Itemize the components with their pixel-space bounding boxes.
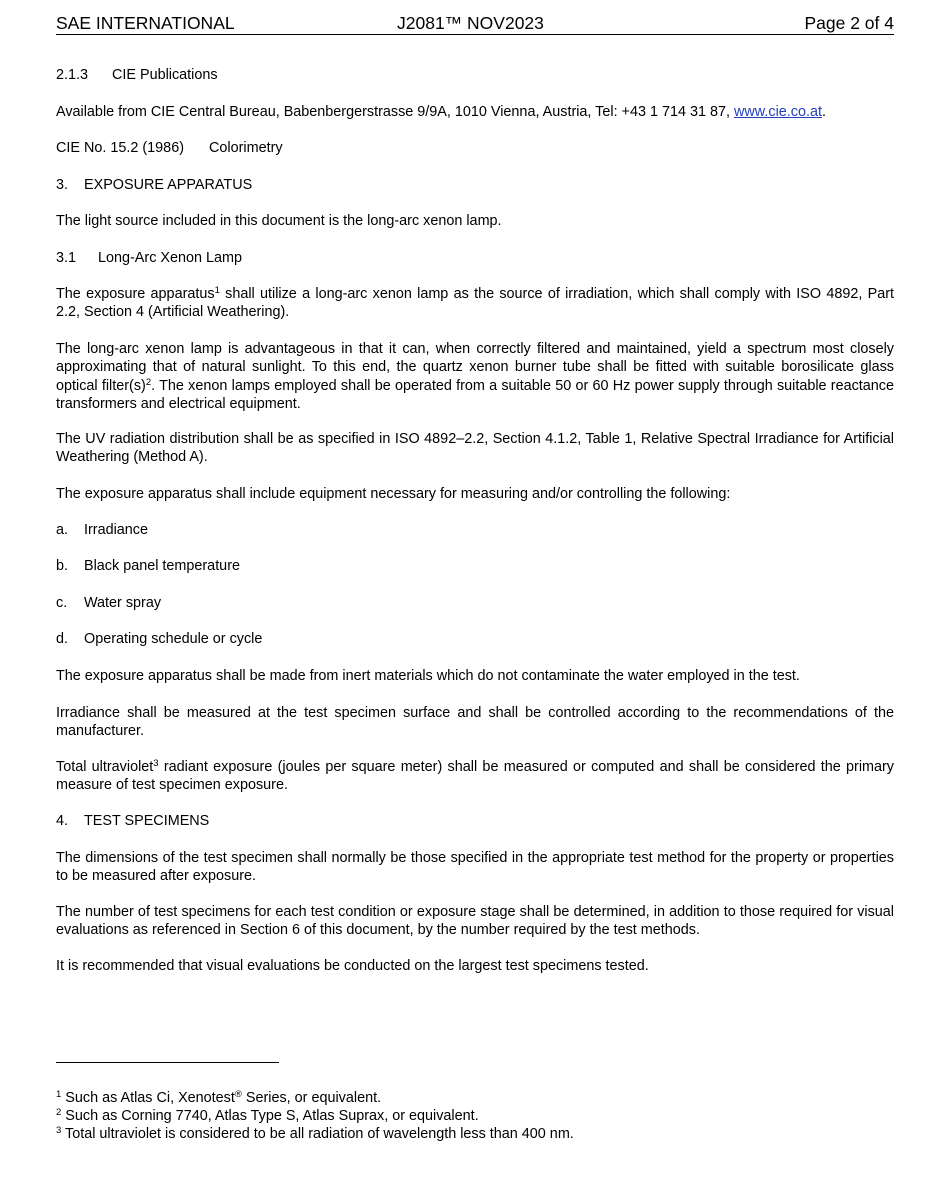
availability-text: Available from CIE Central Bureau, Babenbergerstrasse 9/9A, 1010 Vienna, Austria, Tel: +43 1 714 31 87, xyxy=(56,104,734,120)
paragraph-text: radiant exposure (joules per square meter) shall be measured or computed and shall be considered the primary measure of test specimen exposure. xyxy=(56,759,894,794)
list-text: Black panel temperature xyxy=(84,558,240,574)
footnote-3 xyxy=(56,1126,894,1143)
paragraph: Irradiance shall be measured at the test specimen surface and shall be controlled according to the recommendations of the manufacturer. xyxy=(56,705,894,740)
heading-3 xyxy=(56,176,894,194)
section-title: TEST SPECIMENS xyxy=(84,813,210,829)
heading-4 xyxy=(56,812,894,830)
footnote-number: 2 xyxy=(56,1107,62,1118)
footnote-ref-3: 3 xyxy=(153,758,159,769)
footnote-ref-1: 1 xyxy=(214,285,220,296)
reference-title: Colorimetry xyxy=(209,140,283,156)
paragraph-text: The exposure apparatus xyxy=(56,286,215,302)
heading-2-1-3 xyxy=(56,66,894,84)
heading-3-1 xyxy=(56,249,894,267)
cie-reference xyxy=(56,139,894,157)
availability-period: . xyxy=(821,104,826,120)
section-title: Long-Arc Xenon Lamp xyxy=(98,250,242,266)
cie-website-link[interactable]: www.cie.co.at xyxy=(734,104,822,120)
list-item xyxy=(56,630,894,648)
section-number: 4. xyxy=(56,813,69,829)
list-item xyxy=(56,557,894,575)
header-page-number: Page 2 of 4 xyxy=(804,13,894,33)
section-number: 3. xyxy=(56,177,69,193)
footnote-text: Such as Corning 7740, Atlas Type S, Atlas Suprax, or equivalent. xyxy=(61,1108,479,1124)
paragraph: The number of test specimens for each test condition or exposure stage shall be determined, in addition to those required for visual evaluations as referenced in Section 6 of this document, by the number required by the test methods. xyxy=(56,904,894,939)
footnote-text: Total ultraviolet is considered to be all radiation of wavelength less than 400 nm. xyxy=(61,1126,574,1142)
list-text: Water spray xyxy=(84,595,162,611)
footnote-number: 1 xyxy=(56,1089,62,1100)
paragraph-text: . The xenon lamps employed shall be operated from a suitable 50 or 60 Hz power supply through suitable reactance transformers and electrical equipment. xyxy=(56,377,895,412)
paragraph: It is recommended that visual evaluations be conducted on the largest test specimens tested. xyxy=(56,958,649,974)
paragraph: The exposure apparatus shall include equipment necessary for measuring and/or controlling the following: xyxy=(56,486,731,502)
list-label: b. xyxy=(56,558,69,574)
paragraph: The dimensions of the test specimen shall normally be those specified in the appropriate test method for the property or properties to be measured after exposure. xyxy=(56,850,894,885)
section-number: 2.1.3 xyxy=(56,67,89,83)
paragraph-text: shall utilize a long-arc xenon lamp as the source of irradiation, which shall comply with ISO 4892, Part 2.2, Section 4 (Artificial Weathering). xyxy=(56,286,894,321)
paragraph: The UV radiation distribution shall be as specified in ISO 4892–2.2, Section 4.1.2, Table 1, Relative Spectral Irradiance for Artificial Weathering (Method A). xyxy=(56,431,894,466)
list-item xyxy=(56,521,894,539)
paragraph-text: The long-arc xenon lamp is advantageous in that it can, when correctly filtered and maintained, yield a spectrum most closely approximating that of natural sunlight. To this end, the quartz xenon burner tube shall be fitted with suitable borosilicate glass optical filter(s) xyxy=(56,341,894,394)
page-header xyxy=(56,12,894,35)
section-title: CIE Publications xyxy=(112,67,218,83)
registered-mark: ® xyxy=(234,1089,242,1100)
list-label: a. xyxy=(56,522,69,538)
paragraph xyxy=(56,285,894,322)
footnote-2 xyxy=(56,1108,894,1125)
footnote-1 xyxy=(56,1090,894,1107)
list-label: c. xyxy=(56,595,68,611)
header-doc-id: J2081™ NOV2023 xyxy=(397,13,544,33)
paragraph xyxy=(56,758,894,795)
list-text: Irradiance xyxy=(84,522,148,538)
availability-paragraph xyxy=(56,103,894,121)
paragraph: The light source included in this document is the long-arc xenon lamp. xyxy=(56,213,502,229)
footnote-text: Series, or equivalent. xyxy=(241,1090,382,1106)
list-item xyxy=(56,594,894,612)
paragraph xyxy=(56,340,894,413)
footnote-separator xyxy=(56,1062,279,1063)
section-number: 3.1 xyxy=(56,250,77,266)
paragraph-text: Total ultraviolet xyxy=(56,759,154,775)
paragraph: The exposure apparatus shall be made from inert materials which do not contaminate the water employed in the test. xyxy=(56,668,800,684)
section-title: EXPOSURE APPARATUS xyxy=(84,177,253,193)
header-org: SAE INTERNATIONAL xyxy=(56,13,235,33)
list-text: Operating schedule or cycle xyxy=(84,631,263,647)
footnote-ref-2: 2 xyxy=(145,376,152,388)
reference-number: CIE No. 15.2 (1986) xyxy=(56,140,184,156)
footnote-number: 3 xyxy=(56,1125,62,1136)
list-label: d. xyxy=(56,631,69,647)
footnote-text: Such as Atlas Ci, Xenotest xyxy=(61,1090,235,1106)
